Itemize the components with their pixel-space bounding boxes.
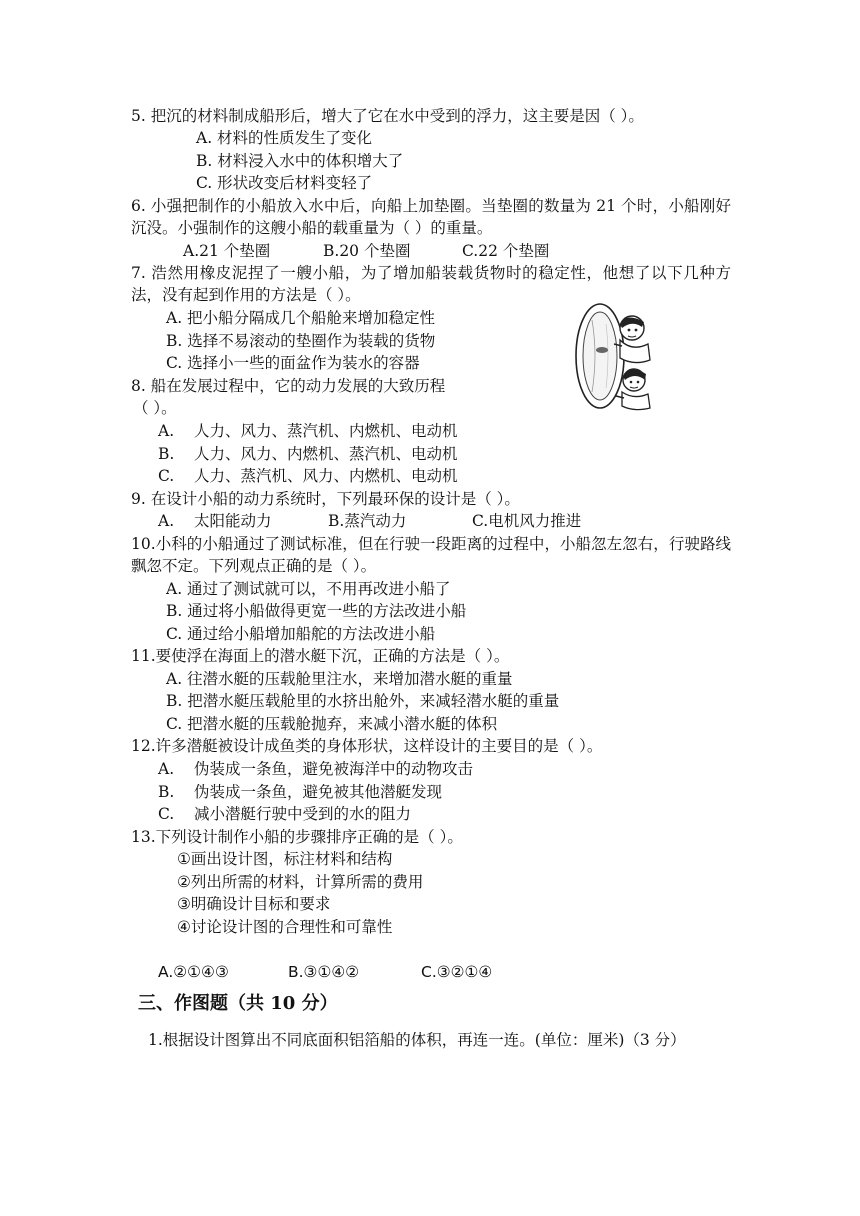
- basin-children-illustration: [570, 300, 660, 412]
- question-11-stem: 11.要使浮在海面上的潜水艇下沉，正确的方法是（ ）。: [131, 647, 510, 665]
- question-7-option-c: C. 选择小一些的面盆作为装水的容器: [166, 354, 420, 372]
- question-8-stem: 8. 船在发展过程中，它的动力发展的大致历程: [131, 377, 446, 395]
- question-6-option-c: C.22 个垫圈: [462, 242, 550, 260]
- question-5-option-c: C. 形状改变后材料变轻了: [196, 174, 373, 192]
- question-13-step-2: ②列出所需的材料，计算所需的费用: [177, 873, 424, 891]
- option-text: 人力、蒸汽机、风力、内燃机、电动机: [194, 467, 458, 485]
- question-5-option-a: A. 材料的性质发生了变化: [196, 129, 373, 147]
- option-text: 伪装成一条鱼，避免被其他潜艇发现: [194, 783, 443, 801]
- question-11-option-c: C. 把潜水艇的压载舱抛弃，来减小潜水艇的体积: [166, 715, 498, 733]
- question-13-step-3: ③明确设计目标和要求: [177, 895, 331, 913]
- question-12-option-c: [158, 803, 411, 825]
- question-12-option-b: [158, 781, 442, 803]
- question-13-option-b: B.③①④②: [288, 963, 360, 981]
- option-label: C.: [158, 805, 175, 823]
- option-label: B.: [158, 445, 175, 463]
- option-text: 太阳能动力: [194, 512, 272, 530]
- question-6-option-b: B.20 个垫圈: [323, 242, 411, 260]
- question-5-option-b: B. 材料浸入水中的体积增大了: [196, 152, 404, 170]
- question-8-option-a: [158, 420, 458, 442]
- section-3-item-1: 1.根据设计图算出不同底面积铝箔船的体积，再连一连。(单位：厘米)（3 分）: [148, 1031, 686, 1049]
- question-6-stem: 6. 小强把制作的小船放入水中后，向船上加垫圈。当垫圈的数量为 21 个时，小船刚好沉没。小强制作的这艘小船的载重量为（ ）的重量。: [131, 197, 731, 237]
- question-9-option-c: C.电机风力推进: [472, 512, 582, 530]
- option-text: 人力、风力、内燃机、蒸汽机、电动机: [194, 445, 458, 463]
- question-7-stem: 7. 浩然用橡皮泥捏了一艘小船，为了增加船装载货物时的稳定性，他想了以下几种方法，没有起到作用的方法是（ ）。: [131, 264, 731, 304]
- option-label: A.: [158, 760, 175, 778]
- question-9-option-b: B.蒸汽动力: [328, 512, 407, 530]
- option-label: C.: [158, 467, 175, 485]
- option-text: 人力、风力、蒸汽机、内燃机、电动机: [194, 422, 458, 440]
- question-11-option-a: A. 往潜水艇的压载舱里注水，来增加潜水艇的重量: [166, 670, 513, 688]
- option-label: A.: [158, 422, 175, 440]
- question-8-answer-blank: （ ）。: [133, 399, 177, 417]
- question-11-option-b: B. 把潜水艇压载舱里的水挤出舱外，来减轻潜水艇的重量: [166, 692, 560, 710]
- question-13-step-4: ④讨论设计图的合理性和可靠性: [177, 918, 393, 936]
- question-10-option-a: A. 通过了测试就可以，不用再改进小船了: [166, 580, 451, 598]
- question-10-option-c: C. 通过给小船增加船舵的方法改进小船: [166, 625, 436, 643]
- section-3-heading: 三、作图题（共 10 分）: [138, 993, 338, 1014]
- option-label: B.: [158, 783, 175, 801]
- question-6-option-a: A.21 个垫圈: [183, 242, 271, 260]
- question-8-option-c: [158, 465, 458, 487]
- question-13-option-a: A.②①④③: [158, 963, 229, 981]
- question-13-stem: 13.下列设计制作小船的步骤排序正确的是（ ）。: [131, 828, 463, 846]
- question-9-option-a: [158, 510, 272, 532]
- question-13-step-1: ①画出设计图，标注材料和结构: [177, 850, 393, 868]
- question-12-stem: 12.许多潜艇被设计成鱼类的身体形状，这样设计的主要目的是（ ）。: [131, 737, 603, 755]
- option-text: 减小潜艇行驶中受到的水的阻力: [194, 805, 412, 823]
- question-12-option-a: [158, 758, 473, 780]
- question-13-option-c: C.③②①④: [421, 963, 493, 981]
- question-5-stem: 5. 把沉的材料制成船形后，增大了它在水中受到的浮力，这主要是因（ ）。: [131, 107, 644, 125]
- option-label: A.: [158, 512, 175, 530]
- question-7-option-a: A. 把小船分隔成几个船舱来增加稳定性: [166, 309, 436, 327]
- question-8-option-b: [158, 443, 458, 465]
- question-10-stem: 10.小科的小船通过了测试标准，但在行驶一段距离的过程中，小船忽左忽右，行驶路线飘忽不定。下列观点正确的是（ ）。: [131, 535, 731, 575]
- option-text: 伪装成一条鱼，避免被海洋中的动物攻击: [194, 760, 474, 778]
- question-9-stem: 9. 在设计小船的动力系统时，下列最环保的设计是（ ）。: [131, 490, 520, 508]
- question-10-option-b: B. 通过将小船做得更宽一些的方法改进小船: [166, 602, 467, 620]
- question-7-option-b: B. 选择不易滚动的垫圈作为装载的货物: [166, 332, 436, 350]
